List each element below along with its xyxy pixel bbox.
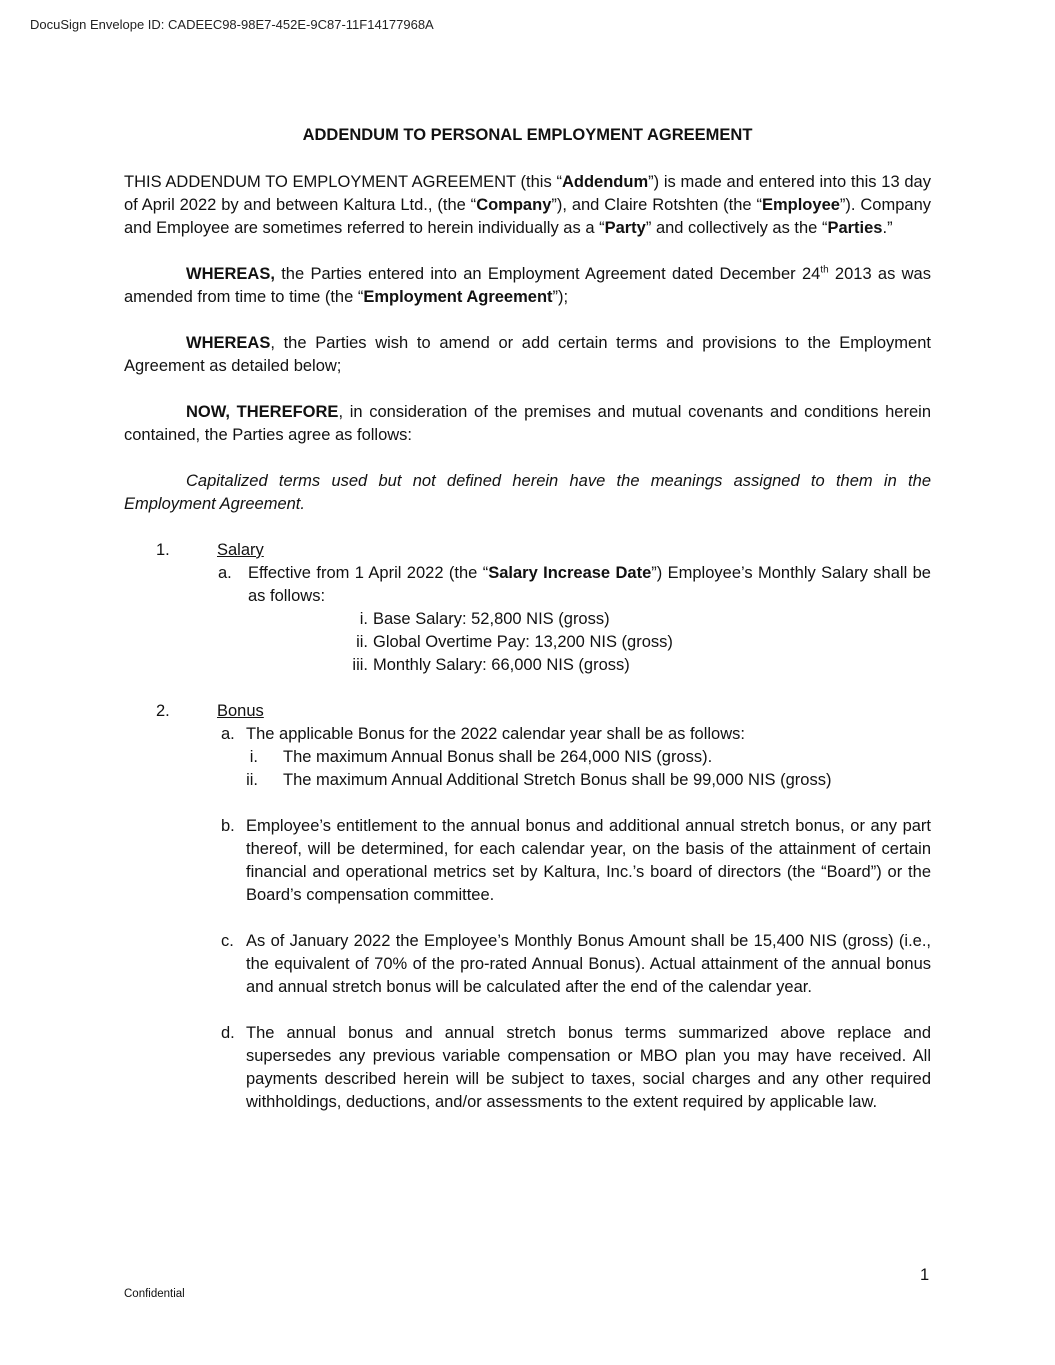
clause-label: b. (221, 817, 235, 835)
bonus-clause-d: d. The annual bonus and annual stretch bonus terms summarized above replace and supersedes any previous variable compensation or MBO plan you may have received. All payments described herein will be subject to taxes, social charges and any other required withholdings, deductions, and/or assessments to the extent required by applicable law. (221, 1024, 931, 1111)
salary-clause-a: a. Effective from 1 April 2022 (the “Salary Increase Date”) Employee’s Monthly Salary shall be as follows: (218, 564, 931, 605)
page-number: 1 (920, 1266, 930, 1284)
document-title: ADDENDUM TO PERSONAL EMPLOYMENT AGREEMENT (302, 126, 753, 144)
salary-items (124, 608, 931, 677)
document-body (124, 124, 931, 1114)
intro-paragraph: THIS ADDENDUM TO EMPLOYMENT AGREEMENT (this “Addendum”) is made and entered into this 13 day of April 2022 by and between Kaltura Ltd., (the “Company”), and Claire Rotshten (the “Employee”). Company and Employee are sometimes referred to herein individually as a “Party” and collectively as the “Parties.” (124, 173, 931, 237)
capitalized-terms-paragraph: Capitalized terms used but not defined herein have the meanings assigned to them in the Employment Agreement. (124, 472, 931, 513)
clause-label: c. (221, 932, 234, 950)
section-number: 2. (156, 702, 170, 720)
salary-item: i. Base Salary: 52,800 NIS (gross) (359, 610, 610, 628)
whereas-paragraph-2: WHEREAS, the Parties wish to amend or add certain terms and provisions to the Employment Agreement as detailed below; (124, 334, 931, 375)
confidential-footer: Confidential (124, 1288, 185, 1300)
bonus-item: i. The maximum Annual Bonus shall be 264,000 NIS (gross). (249, 748, 713, 766)
now-therefore-paragraph: NOW, THEREFORE, in consideration of the premises and mutual covenants and conditions herein contained, the Parties agree as follows: (124, 403, 931, 444)
salary-item: iii. Monthly Salary: 66,000 NIS (gross) (352, 656, 630, 674)
salary-item: ii. Global Overtime Pay: 13,200 NIS (gross) (356, 633, 673, 651)
bonus-clause-b: b. Employee’s entitlement to the annual bonus and additional annual stretch bonus, or any part thereof, will be determined, for each calendar year, on the basis of the attainment of certain financial and operational metrics set by Kaltura, Inc.’s board of directors (the “Board”) or the Board’s compensation committee. (221, 817, 931, 904)
section-salary-heading (124, 539, 931, 562)
bonus-items (124, 746, 931, 792)
bonus-clause-a: a. The applicable Bonus for the 2022 calendar year shall be as follows: (124, 723, 931, 746)
section-bonus-heading (124, 700, 931, 723)
bonus-clause-c: c. As of January 2022 the Employee’s Monthly Bonus Amount shall be 15,400 NIS (gross) (i.e., the equivalent of 70% of the pro-rated Annual Bonus). Actual attainment of the annual bonus and annual stretch bonus will be calculated after the end of the calendar year. (221, 932, 931, 996)
clause-label: d. (221, 1024, 235, 1042)
section-title: Bonus (217, 702, 264, 720)
clause-label: a. (221, 725, 235, 743)
docusign-envelope-id: DocuSign Envelope ID: CADEEC98-98E7-452E-9C87-11F14177968A (30, 17, 434, 32)
whereas-paragraph-1: WHEREAS, the Parties entered into an Employment Agreement dated December 24th 2013 as was amended from time to time (the “Employment Agreement”); (124, 264, 931, 306)
clause-label: a. (218, 564, 232, 582)
bonus-item: ii. The maximum Annual Additional Stretch Bonus shall be 99,000 NIS (gross) (246, 771, 832, 789)
section-number: 1. (156, 541, 170, 559)
section-title: Salary (217, 541, 264, 559)
